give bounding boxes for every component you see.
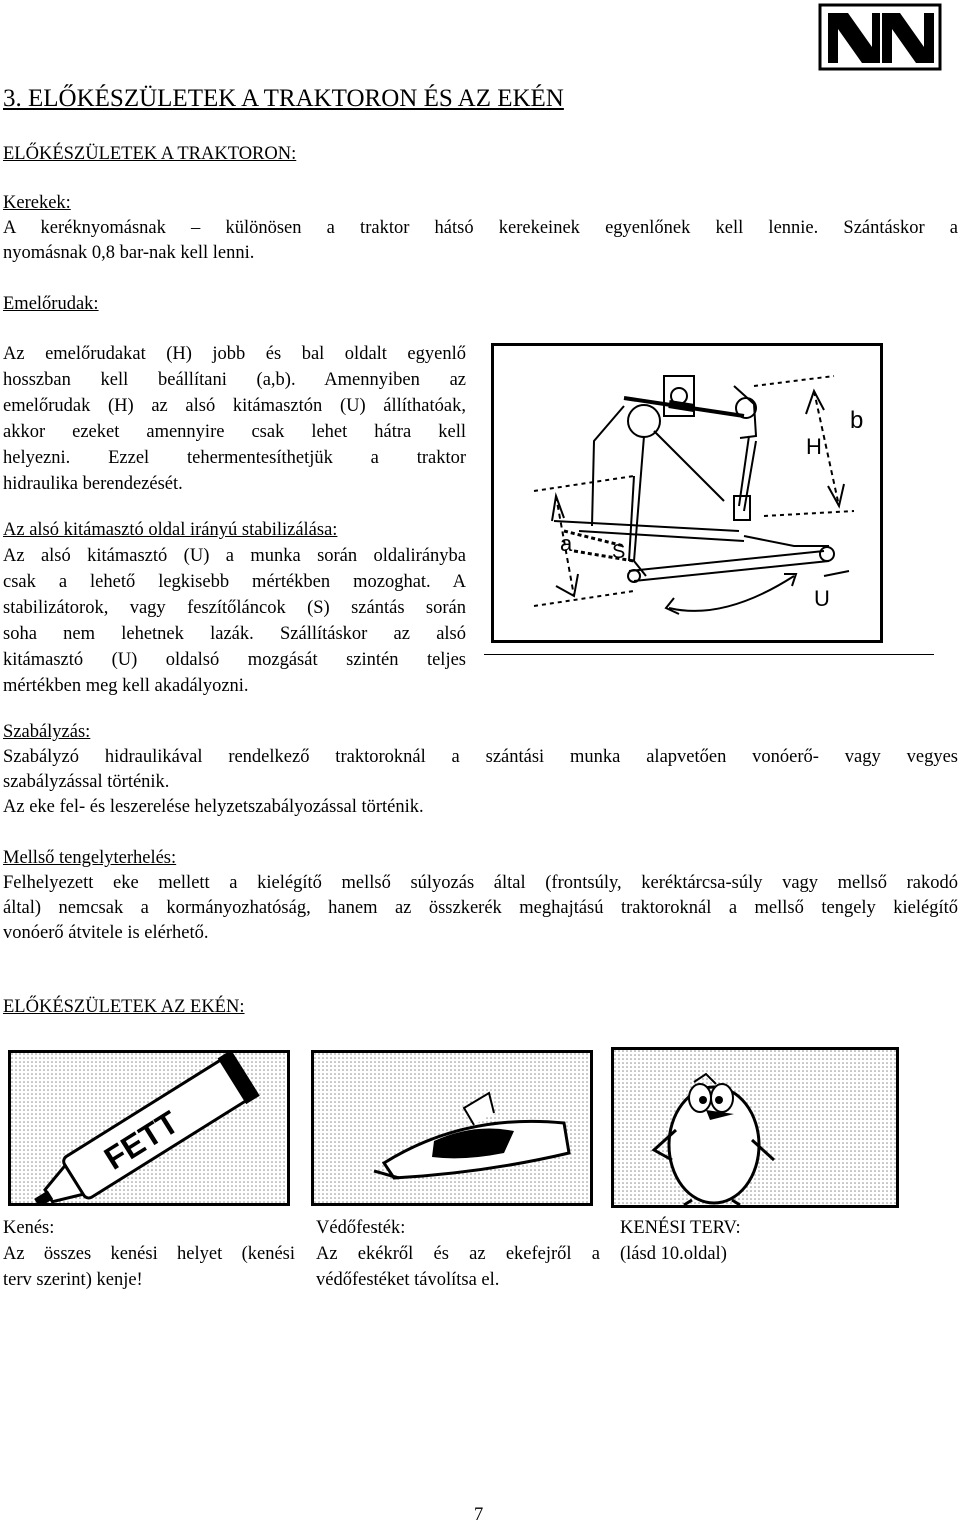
- company-logo: [818, 3, 942, 71]
- lift-rods-line: akkor ezeket amennyire csak lehet hátra kell: [3, 422, 466, 442]
- regulation-line3: Az eke fel- és leszerelése helyzetszabályozással történik.: [3, 797, 424, 817]
- wheels-text-line1: A keréknyomásnak – különösen a traktor hátsó kerekeinek egyenlőnek kell lennie. Szántáskor a: [3, 218, 958, 238]
- paint-line: védőfestéket távolítsa el.: [316, 1270, 500, 1290]
- page-heading: 3. ELŐKÉSZÜLETEK A TRAKTORON ÉS AZ EKÉN: [3, 85, 564, 112]
- stabilization-line: stabilizátorok, vagy feszítőláncok (S) szántás során: [3, 598, 466, 618]
- diagram-baseline-rule: [484, 654, 934, 655]
- lubrication-line: Az összes kenési helyet (kenési: [3, 1244, 295, 1264]
- section-heading-tractor: ELŐKÉSZÜLETEK A TRAKTORON:: [3, 144, 297, 164]
- linkage-diagram: [491, 343, 883, 643]
- lubrication-title: Kenés:: [3, 1218, 55, 1238]
- lift-rods-paragraph: [3, 341, 466, 497]
- stabilization-line: Az alsó kitámasztó (U) a munka során oldalirányba: [3, 546, 466, 566]
- diagram-label-b: b: [850, 407, 864, 434]
- penguin-mascot-illustration: [611, 1047, 899, 1208]
- front-axle-line2: által) nemcsak a kormányozhatóság, hanem az összkerék meghajtású traktoroknál a mellső tengely kielégítő: [3, 898, 958, 918]
- regulation-title: Szabályzás:: [3, 722, 91, 742]
- diagram-label-u: U: [814, 586, 830, 611]
- lubrication-plan-column: [620, 1215, 920, 1267]
- diagram-label-h: H: [806, 434, 822, 459]
- lift-rods-line: hosszban kell beállítani (a,b). Amennyiben az: [3, 370, 466, 390]
- lift-rods-line: helyezni. Ezzel tehermentesíthetjük a traktor: [3, 448, 466, 468]
- grease-tube-label: FETT: [97, 1103, 185, 1177]
- lubrication-column: [3, 1215, 295, 1293]
- front-axle-line1: Felhelyezett eke mellett a kielégítő mellső súlyozás által (frontsúly, keréktárcsa-súly vagy mellső rakodó: [3, 873, 958, 893]
- lubrication-plan-line: (lásd 10.oldal): [620, 1244, 727, 1264]
- diagram-label-s: S: [612, 541, 626, 563]
- page-number: 7: [474, 1505, 484, 1525]
- paint-line: Az ekékről és az ekefejről a: [316, 1244, 600, 1264]
- paint-column: [316, 1215, 600, 1293]
- grease-tube-illustration: [8, 1050, 290, 1206]
- lift-rods-title: Emelőrudak:: [3, 294, 99, 314]
- stabilization-line: soha nem lehetnek lazák. Szállításkor az alsó: [3, 624, 466, 644]
- regulation-line2: szabályzással történik.: [3, 772, 170, 792]
- front-axle-title: Mellső tengelyterhelés:: [3, 848, 177, 868]
- diagram-label-a: a: [560, 531, 573, 556]
- stabilization-line: mértékben meg kell akadályozni.: [3, 676, 249, 696]
- stabilization-line: kitámasztó (U) oldalsó mozgását szintén teljes: [3, 650, 466, 670]
- wheels-title: Kerekek:: [3, 193, 71, 213]
- lift-rods-line: Az emelőrudakat (H) jobb és bal oldalt egyenlő: [3, 344, 466, 364]
- lubrication-line: terv szerint) kenje!: [3, 1270, 143, 1290]
- stabilization-paragraph: [3, 543, 466, 699]
- stabilization-line: csak a lehető legkisebb mértékben mozoghat. A: [3, 572, 466, 592]
- lift-rods-line: hidraulika berendezését.: [3, 474, 183, 494]
- paint-title: Védőfesték:: [316, 1218, 406, 1238]
- section-heading-plough: ELŐKÉSZÜLETEK AZ EKÉN:: [3, 997, 245, 1017]
- stabilization-title: Az alsó kitámasztó oldal irányú stabilizálása:: [3, 520, 338, 540]
- wheels-text-line2: nyomásnak 0,8 bar-nak kell lenni.: [3, 243, 255, 263]
- front-axle-line3: vonóerő átvitele is elérhető.: [3, 923, 209, 943]
- regulation-line1: Szabályzó hidraulikával rendelkező traktoroknál a szántási munka alapvetően vonóerő- vagy vegyes: [3, 747, 958, 767]
- lift-rods-line: emelőrudak (H) az alsó kitámasztón (U) állíthatóak,: [3, 396, 466, 416]
- paint-removal-illustration: [311, 1050, 593, 1206]
- lubrication-plan-title: KENÉSI TERV:: [620, 1218, 741, 1238]
